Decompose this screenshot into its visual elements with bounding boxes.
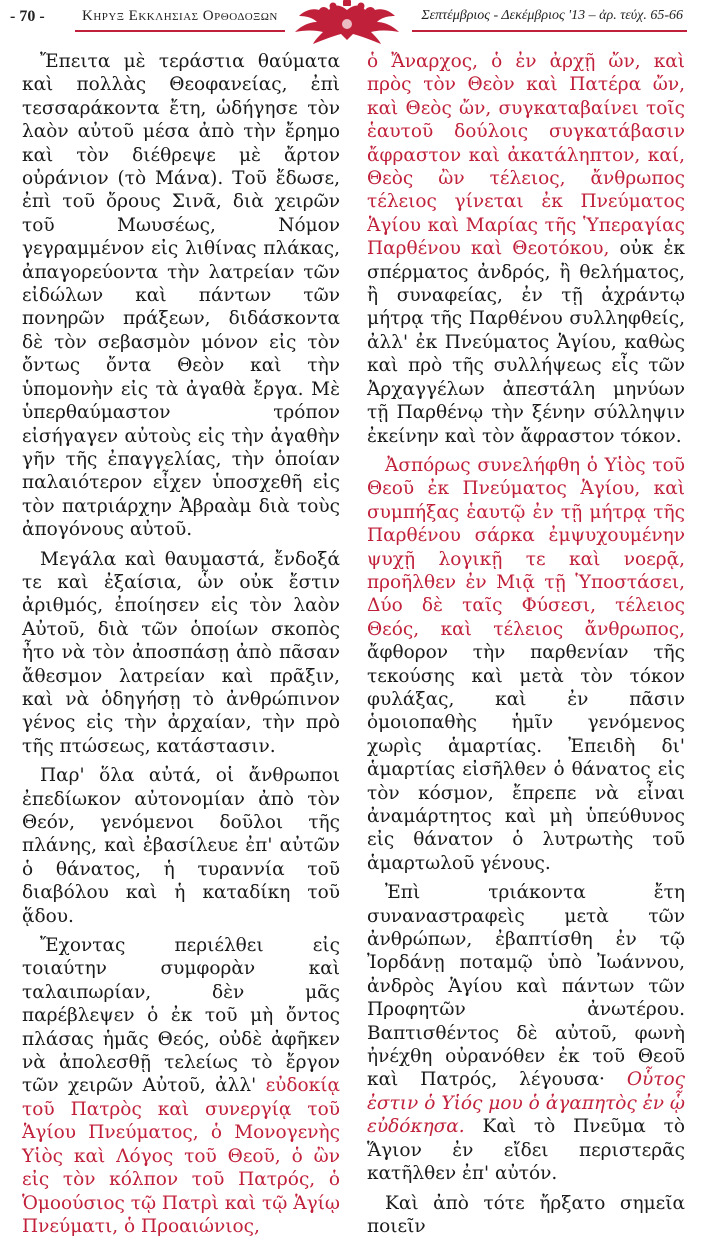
highlighted-text: εὐδοκίᾳ τοῦ Πατρὸς καὶ συνεργίᾳ τοῦ Ἁγίου Πνεύματος, ὁ Μονογενὴς Υἱὸς καὶ Λόγος τοῦ Θεοῦ, ὁ ὢν εἰς τὸν κόλπον τοῦ Πατρός, ὁ Ὁμοούσιος τῷ Πατρὶ καὶ τῷ Ἁγίῳ Πνεύματι, ὁ Προαιώνιος, xyxy=(22,1075,340,1237)
header-rule-left xyxy=(75,30,285,32)
paragraph xyxy=(367,50,685,448)
left-column xyxy=(22,50,340,1244)
highlighted-text: ὁ Ἄναρχος, ὁ ἐν ἀρχῇ ὤν, καὶ πρὸς τὸν Θεὸν καὶ Πατέρα ὤν, καὶ Θεὸς ὤν, συγκαταβαίνει τοῖς ἑαυτοῦ δούλοις συγκατάβασιν ἄφραστον καὶ ἀκατάληπτον, καί, Θεὸς ὢν τέλειος, ἄνθρωπος τέλειος γίνεται ἐκ Πνεύματος Ἁγίου καὶ Μαρίας τῆς Ὑπεραγίας Παρθένου καὶ Θεοτόκου, xyxy=(367,51,685,260)
paragraph-text: Καὶ τὸ Πνεῦμα τὸ Ἅγιον ἐν εἴδει περιστερᾶς κατῆλθεν ἐπ' αὐτόν. xyxy=(367,1116,685,1185)
issue-info: Σεπτέμβριος - Δεκέμβριος '13 – ἀρ. τεύχ. 65-66 xyxy=(421,8,683,23)
paragraph-text: Ἔχοντας περιέλθει εἰς τοιαύτην συμφορὰν καὶ ταλαιπωρίαν, δὲν μᾶς παρέβλεψεν ὁ ἐκ τοῦ μὴ ὄντος πλάσας ἡμᾶς Θεός, οὐδὲ ἀφῆκεν νὰ ἀπολεσθῇ τελείως τὸ ἔργον τῶν χειρῶν Αὐτοῦ, ἀλλ' xyxy=(22,935,340,1097)
paragraph-text: ἄφθορον τὴν παρθενίαν τῆς τεκούσης καὶ μετὰ τὸν τόκον φυλάξας, καὶ ἐν πᾶσιν ὁμοιοπαθὴς ἡμῖν γενόμενος χωρὶς ἁμαρτίας. Ἐπειδὴ δι' ἁμαρτίας εἰσῆλθεν ὁ θάνατος εἰς τὸν κόσμον, ἔπρεπε νὰ εἶναι ἀναμάρτητος καὶ μὴ ὑπεύθυνος εἰς θάνατον ὁ λυτρωτὴς τοῦ ἁμαρτωλοῦ γένους. xyxy=(367,642,685,874)
scripture-quote: Οὗτος ἐστιν ὁ Υἱός μου ὁ ἀγαπητὸς ἐν ᾧ εὐδόκησα. xyxy=(367,1069,685,1138)
paragraph: Ἔπειτα μὲ τεράστια θαύματα καὶ πολλὰς Θεοφανείας, ἐπὶ τεσσαράκοντα ἔτη, ὡδήγησε τὸν λαὸν αὐτοῦ μέσα ἀπὸ τὴν ἔρημο καὶ τὸν διέθρεψε μὲ ἄρτον οὐράνιον (τὸ Μάνα). Τοῦ ἔδωσε, ἐπὶ τοῦ ὄρους Σινᾶ, διὰ χειρῶν τοῦ Μωυσέως, Νόμον γεγραμμένον εἰς λιθίνας πλάκας, ἀπαγορεύοντα τὴν λατρείαν τῶν εἰδώλων καὶ πάντων τῶν πονηρῶν πράξεων, διδάσκοντα δὲ τὸν σεβασμὸν μόνον εἰς τὸν ὄντως ὄντα Θεὸν καὶ τὴν ὑπομονὴν εἰς τὰ ἀγαθὰ ἔργα. Μὲ ὑπερθαύμαστον τρόπον εἰσήγαγεν αὐτοὺς εἰς τὴν ἀγαθὴν γῆν τῆς ἐπαγγελίας, τὴν ὁποίαν παλαιότερον εἶχεν ὑποσχεθῆ εἰς τὸν πατριάρχην Ἀβραὰμ διὰ τοὺς ἀπογόνους αὐτοῦ. xyxy=(22,51,340,541)
paragraph: Μεγάλα καὶ θαυμαστά, ἔνδοξά τε καὶ ἐξαίσια, ὧν οὐκ ἔστιν ἀριθμός, ἐποίησεν εἰς τὸν λαὸν Αὐτοῦ, διὰ τῶν ὁποίων σκοπὸς ἦτο νὰ τὸν ἀποσπάσῃ ἀπὸ πᾶσαν ἄθεσμον λατρείαν καὶ πρᾶξιν, καὶ νὰ ὁδηγήσῃ τὸ ἀνθρώπινον γένος εἰς τὴν ἀρχαίαν, τὴν πρὸ τῆς πτώσεως, κατάστασιν. xyxy=(22,548,340,757)
paragraph-text: Ἐπὶ τριάκοντα ἔτη συναναστραφεὶς μετὰ τῶν ἀνθρώπων, ἐβαπτίσθη ἐν τῷ Ἰορδάνῃ ποταμῷ ὑπὸ Ἰωάννου, ἀνδρὸς Ἁγίου καὶ πάντων τῶν Προφητῶν ἀνωτέρου. Βαπτισθέντος δὲ αὐτοῦ, φωνὴ ἠνέχθη οὐρανόθεν ἐκ τοῦ Θεοῦ καὶ Πατρός, λέγουσα· xyxy=(367,882,685,1091)
paragraph xyxy=(22,934,340,1238)
double-headed-eagle-icon xyxy=(285,0,410,46)
paragraph: Παρ' ὅλα αὐτά, οἱ ἄνθρωποι ἐπεδίωκον αὐτονομίαν ἀπὸ τὸν Θεόν, γενόμενοι δοῦλοι τῆς πλάνης, καὶ ἐβασίλευε ἐπ' αὐτῶν ὁ θάνατος, ἡ τυραννία τοῦ διαβόλου καὶ ἡ καταδίκη τοῦ ᾅδου. xyxy=(22,765,340,927)
right-column xyxy=(367,50,685,1244)
page-number: - 70 - xyxy=(10,8,45,25)
header-rule-right xyxy=(412,30,687,32)
highlighted-text: Ἀσπόρως συνελήφθη ὁ Υἱὸς τοῦ Θεοῦ ἐκ Πνεύματος Ἁγίου, καὶ συμπήξας ἑαυτῷ ἐν τῇ μήτρᾳ τῆς Παρθένου σάρκα ἐμψυχουμένην ψυχῇ λογικῇ τε καὶ νοερᾷ, προῆλθεν ἐν Μιᾷ τῇ Ὑποστάσει, Δύο δὲ ταῖς Φύσεσι, τέλειος Θεός, καὶ τέλειος ἄνθρωπος, xyxy=(367,454,685,640)
journal-title: Κηρυξ Εκκλησιας Ορθοδοξων xyxy=(82,8,278,24)
paragraph xyxy=(367,881,685,1185)
paragraph: Καὶ ἀπὸ τότε ἤρξατο σημεῖα ποιεῖν xyxy=(367,1192,685,1237)
paragraph-text: οὐκ ἐκ σπέρματος ἀνδρός, ἢ θελήματος, ἢ συναφείας, ἐν τῇ ἀχράντῳ μήτρᾳ τῆς Παρθένου συλληφθείς, ἀλλ' ἐκ Πνεύματος Ἁγίου, καθὼς καὶ πρὸ τῆς συλλήψεως εἶς τῶν Ἀρχαγγέλων ἀπεστάλη μηνύων τῇ Παρθένῳ τὴν ξένην σύλληψιν ἐκείνην καὶ τὸν ἄφραστον τόκον. xyxy=(367,238,685,447)
page-header xyxy=(0,0,705,40)
paragraph xyxy=(367,454,685,875)
